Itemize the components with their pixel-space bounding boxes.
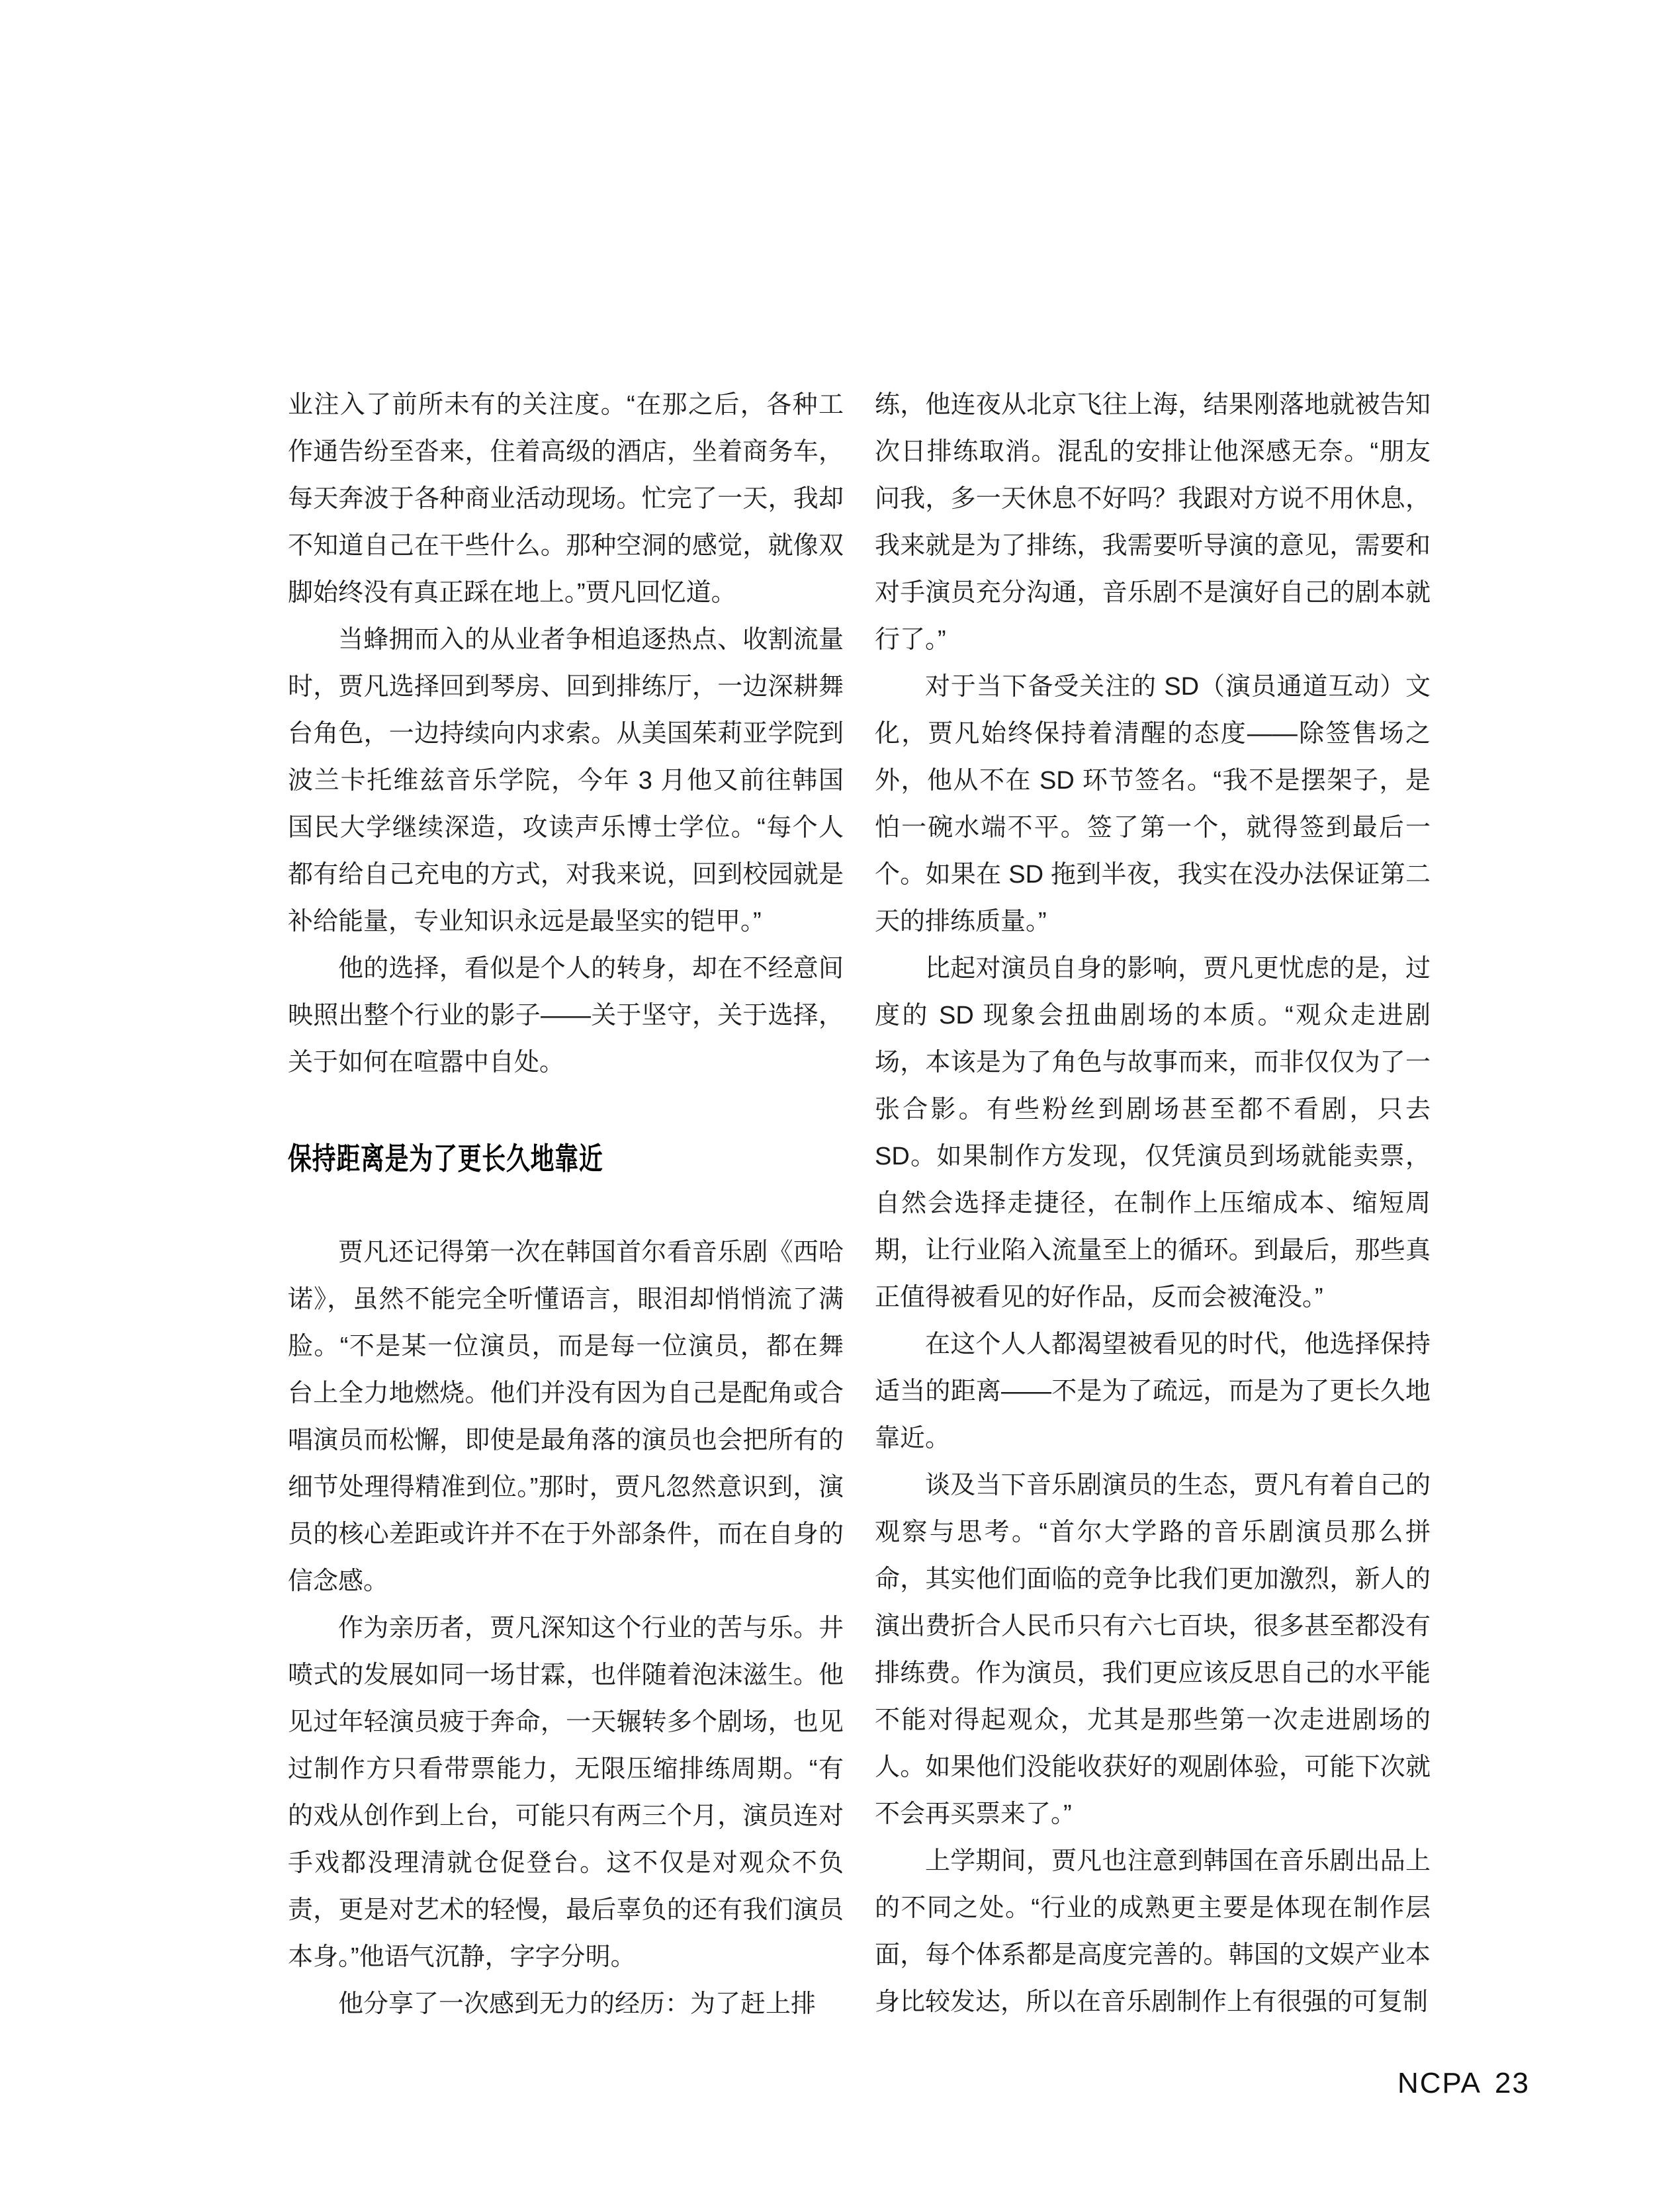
paragraph: 比起对演员自身的影响，贾凡更忧虑的是，过度的 SD 现象会扭曲剧场的本质。“观众走进剧场，本该是为了角色与故事而来，而非仅仅为了一张合影。有些粉丝到剧场甚至都不看剧，只去 SD。如果制作方发现，仅凭演员到场就能卖票，自然会选择走捷径，在制作上压缩成本、缩短周期，让行业陷入流量至上的循环。到最后，那些真正值得被看见的好作品，反而会被淹没。”: [875, 955, 1431, 1311]
paragraph: 谈及当下音乐剧演员的生态，贾凡有着自己的观察与思考。“首尔大学路的音乐剧演员那么拼命，其实他们面临的竞争比我们更加激烈，新人的演出费折合人民币只有六七百块，很多甚至都没有排练费。作为演员，我们更应该反思自己的水平能不能对得起观众，尤其是那些第一次走进剧场的人。如果他们没能收获好的观剧体验，可能下次就不会再买票来了。”: [875, 1471, 1431, 1828]
paragraph: 当蜂拥而入的从业者争相追逐热点、收割流量时，贾凡选择回到琴房、回到排练厅，一边深耕舞台角色，一边持续向内求索。从美国茱莉亚学院到波兰卡托维兹音乐学院，今年 3 月他又前往韩国国民大学继续深造，攻读声乐博士学位。“每个人都有给自己充电的方式，对我来说，回到校园就是补给能量，专业知识永远是最坚实的铠甲。”: [288, 626, 844, 936]
page-number: 23: [1494, 2067, 1530, 2099]
left-column: [288, 382, 844, 2028]
paragraph: 对于当下备受关注的 SD（演员通道互动）文化，贾凡始终保持着清醒的态度——除签售场之外，他从不在 SD 环节签名。“我不是摆架子，是怕一碗水端不平。签了第一个，就得签到最后一个。如果在 SD 拖到半夜，我实在没办法保证第二天的排练质量。”: [875, 673, 1431, 936]
right-column: [875, 382, 1431, 2026]
footer-brand: NCPA: [1397, 2067, 1481, 2099]
section-heading-text: 保持距离是为了更长久地靠近: [288, 1141, 603, 1176]
page-footer: [1397, 2067, 1530, 2100]
paragraph: 他分享了一次感到无力的经历：为了赶上排: [338, 1990, 817, 2018]
paragraph: 贾凡还记得第一次在韩国首尔看音乐剧《西哈诺》，虽然不能完全听懂语言，眼泪却悄悄流了满脸。“不是某一位演员，而是每一位演员，都在舞台上全力地燃烧。他们并没有因为自己是配角或合唱演员而松懈，即使是最角落的演员也会把所有的细节处理得精准到位。”那时，贾凡忽然意识到，演员的核心差距或许并不在于外部条件，而在自身的信念感。: [288, 1239, 844, 1595]
paragraph: 业注入了前所未有的关注度。“在那之后，各种工作通告纷至沓来，住着高级的酒店，坐着商务车，每天奔波于各种商业活动现场。忙完了一天，我却不知道自己在干些什么。那种空洞的感觉，就像双脚始终没有真正踩在地上。”贾凡回忆道。: [288, 391, 844, 607]
paragraph: 上学期间，贾凡也注意到韩国在音乐剧出品上的不同之处。“行业的成熟更主要是体现在制作层面，每个体系都是高度完善的。韩国的文娱产业本身比较发达，所以在音乐剧制作上有很强的可复制: [875, 1847, 1431, 2016]
paragraph: 他的选择，看似是个人的转身，却在不经意间映照出整个行业的影子——关于坚守，关于选择，关于如何在喧嚣中自处。: [288, 955, 844, 1076]
paragraph: 在这个人人都渴望被看见的时代，他选择保持适当的距离——不是为了疏远，而是为了更长久地靠近。: [875, 1331, 1431, 1452]
paragraph: 作为亲历者，贾凡深知这个行业的苦与乐。井喷式的发展如同一场甘霖，也伴随着泡沫滋生。他见过年轻演员疲于奔命，一天辗转多个剧场，也见过制作方只看带票能力，无限压缩排练周期。“有的戏从创作到上台，可能只有两三个月，演员连对手戏都没理清就仓促登台。这不仅是对观众不负责，更是对艺术的轻慢，最后辜负的还有我们演员本身。”他语气沉静，字字分明。: [288, 1614, 844, 1971]
paragraph: 练，他连夜从北京飞往上海，结果刚落地就被告知次日排练取消。混乱的安排让他深感无奈。“朋友问我，多一天休息不好吗？我跟对方说不用休息，我来就是为了排练，我需要听导演的意见，需要和对手演员充分沟通，音乐剧不是演好自己的剧本就行了。”: [875, 391, 1431, 654]
section-heading: [288, 1138, 844, 1179]
